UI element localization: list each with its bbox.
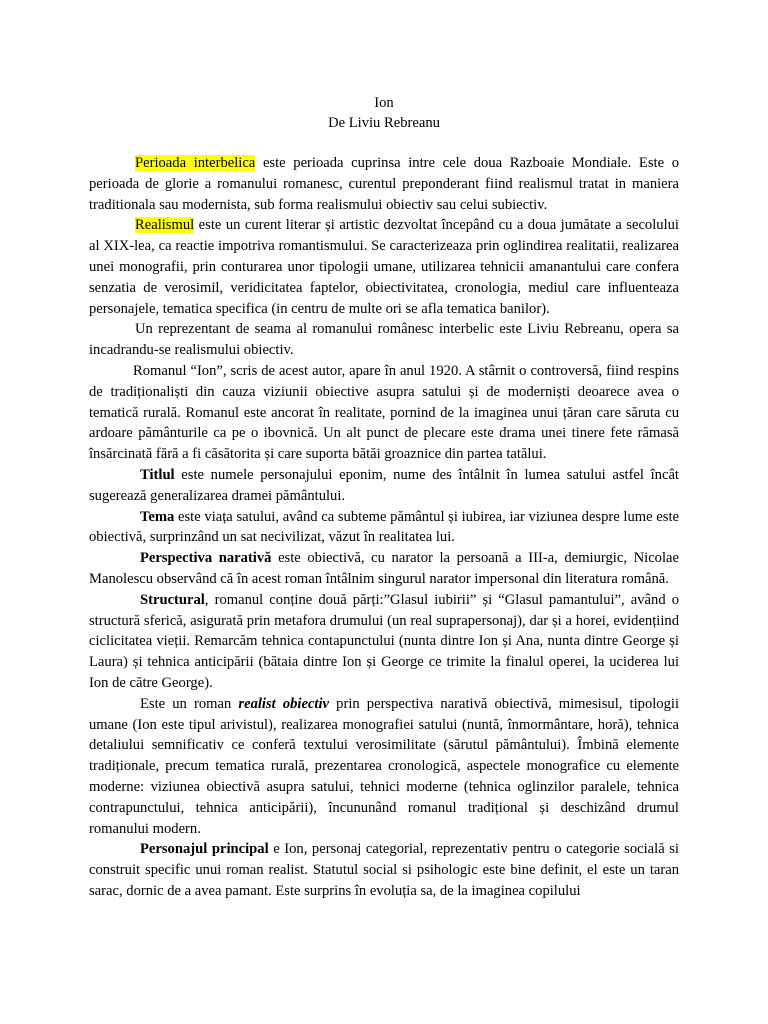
- paragraph-text: este obiectivă, cu narator la persoană a III-a, demiurgic, Nicolae Manolescu observând că în acest roman întâlnim singurul narator impersonal din literatura română.: [89, 550, 679, 587]
- paragraph-main-character: [89, 839, 679, 901]
- paragraph-text: Un reprezentant de seama al romanului românesc interbelic este Liviu Rebreanu, opera sa incadrandu-se realismului obiectiv.: [89, 321, 679, 359]
- paragraph-realism: [89, 215, 679, 319]
- paragraph-interbellic-period: [89, 153, 679, 215]
- bold-term: Perspectiva narativă: [140, 550, 272, 567]
- title-block: [89, 93, 679, 133]
- paragraph-text: este perioada cuprinsa intre cele doua Razboaie Mondiale. Este o perioada de glorie a romanului romanesc, curentul preponderant fiind realismul tratat in maniera traditionala sau modernista, sub forma realismului obiectiv sau celui subiectiv.: [89, 155, 679, 213]
- document-title: Ion: [374, 95, 394, 111]
- bold-term: Structural: [140, 591, 205, 608]
- paragraph-text: , romanul conține două părți:”Glasul iubirii” și “Glasul pamantului”, având o structură sferică, asigurată prin metafora drumului (un real suprapersonaj), dar și a horei, evidențiind ciclicitatea vieții. Remarcăm tehnica contapunctului (nunta dintre Ion și Ana, nunta dintre George și Laura) și tehnica anticipării (bătaia dintre Ion și George ce trimite la finalul operei, la uciderea lui Ion de către George).: [89, 591, 679, 691]
- highlighted-term: Perioada interbelica: [135, 155, 256, 171]
- paragraph-text: e Ion, personaj categorial, reprezentativ pentru o categorie socială si construit specific unui roman realist. Statutul social si psihologic este bine definit, el este un taran sarac, dornic de a avea pamant. Este surprins în evoluția sa, de la imaginea copilului: [89, 841, 679, 899]
- paragraph-representative: [89, 319, 679, 361]
- bold-term: Tema: [140, 508, 175, 525]
- paragraph-realist-novel: [89, 694, 679, 840]
- paragraph-text-start: Este un roman: [140, 695, 239, 712]
- paragraph-theme: [89, 507, 679, 549]
- bold-term: Personajul principal: [140, 841, 269, 858]
- highlighted-term: Realismul: [135, 217, 195, 234]
- bold-term: Titlul: [140, 466, 175, 483]
- paragraph-text: Romanul “Ion”, scris de acest autor, apare în anul 1920. A stârnit o controversă, fiind respins de tradiționaliști din cauza viziunii obiective asupra satului și de moderniști deoarece avea o tematică rurală. Romanul este ancorat în realitate, pornind de la imaginea unui țăran care săruta cu ardoare pământurile ca pe o ibovnică. Un alt punct de plecare este drama unei tinere fete rămasă însărcinată fără a fi căsătorita și care suporta bătăi groaznice din partea tatălui.: [89, 362, 679, 463]
- paragraph-novel-intro: [89, 361, 679, 465]
- document-subtitle: De Liviu Rebreanu: [328, 115, 440, 131]
- paragraph-narrative-perspective: [89, 548, 679, 590]
- paragraph-text: prin perspectiva narativă obiectivă, mimesisul, tipologii umane (Ion este tipul arivistul), realizarea monografiei satului (nuntă, înmormântare, horă), tehnica detaliului semnificativ ce conferă textului verosimilitate (sărutul pământului). Îmbină elemente tradiționale, precum tematica rurală, prezentarea cronologică, aspectele monografice cu elemente moderne: viziunea obiectivă asupra satului, tehnici moderne (tehnica oglinzilor paralele, tehnica contrapunctului, tehnica anticipării), încununând romanul tradițional și deschizând drumul romanului modern.: [89, 695, 680, 837]
- paragraph-text: este numele personajului eponim, nume des întâlnit în lumea satului astfel încât sugerează generalizarea dramei pământului.: [89, 466, 679, 504]
- paragraph-text: este un curent literar și artistic dezvoltat începând cu a doua jumătate a secolului al XIX-lea, ca reactie impotriva romantismului. Se caracterizeaza prin oglindirea realitatii, realizarea unei monografii, prin conturarea unor tipologii umane, utilizarea tehnicii amanantului care confera senzatia de verosimil, veridicitatea faptelor, obiectivitatea, cronologia, mediul care influenteaza personajele, tematica specifica (in centru de multe ori se afla tematica banilor).: [89, 217, 679, 317]
- paragraph-structure: [89, 590, 679, 694]
- bold-italic-term: realist obiectiv: [238, 695, 330, 712]
- paragraph-title: [89, 465, 679, 507]
- paragraph-text: este viața satului, având ca subteme pământul și iubirea, iar viziunea despre lume este obiectivă, surprinzând un sat necivilizat, văzut în realitatea lui.: [89, 508, 679, 546]
